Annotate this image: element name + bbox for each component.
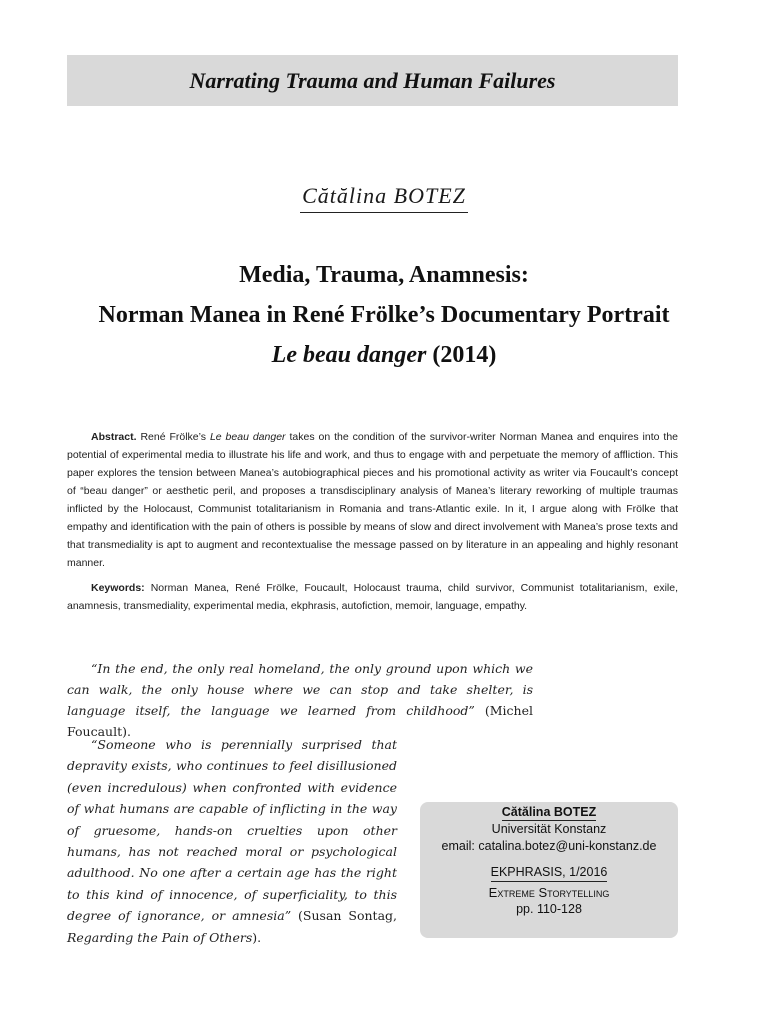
- title-line-2: Norman Manea in René Frölke’s Documentary Portrait: [98, 302, 670, 328]
- abstract-label: Abstract.: [91, 431, 137, 443]
- abstract-paragraph: [67, 428, 678, 572]
- epigraph-1-attribution: (Michel Foucault).: [67, 703, 533, 739]
- info-email: email: catalina.botez@uni-konstanz.de: [441, 839, 657, 853]
- film-year: (2014): [426, 342, 497, 368]
- epigraph-2-source: Regarding the Pain of Others: [67, 929, 253, 945]
- author-name: Cătălina BOTEZ: [300, 183, 468, 213]
- title-line-3: [0, 335, 768, 375]
- author-info-box: [420, 802, 678, 938]
- epigraph-sontag: [67, 734, 397, 948]
- epigraph-1-quote: “In the end, the only real homeland, the only ground upon which we can walk, the only house where we can stop and take shelter, is language itself, the language we learned from childhood”: [67, 661, 533, 718]
- epigraph-2-quote: “Someone who is perennially surprised that depravity exists, who continues to feel disillusioned (even incredulous) when confronted with evidence of what humans are capable of inflicting in the way of gruesome, hands-on cruelties upon other humans, has not reached moral or psychological adulthood. No one after a certain age has the right to this kind of innocence, of superficiality, to this degree of ignorance, or amnesia”: [67, 737, 397, 924]
- info-issue-title: Extreme Storytelling: [488, 885, 610, 900]
- keywords-text: Norman Manea, René Frölke, Foucault, Holocaust trauma, child survivor, Communist totalitarianism, exile, anamnesis, transmediality, experimental media, ekphrasis, autofiction, memoir, language, empathy.: [67, 582, 678, 612]
- abstract-text-1: René Frölke’s: [136, 431, 210, 443]
- title-line-1: Media, Trauma, Anamnesis:: [239, 262, 529, 288]
- keywords-label: Keywords:: [91, 582, 145, 594]
- section-title: Narrating Trauma and Human Failures: [189, 67, 556, 93]
- keywords-paragraph: [67, 579, 678, 615]
- epigraph-2-closing: ).: [252, 929, 262, 945]
- info-author-name: Cătălina BOTEZ: [501, 805, 597, 819]
- section-header-band: [67, 55, 678, 106]
- info-pages: pp. 110-128: [516, 902, 582, 916]
- abstract-section: [67, 428, 678, 615]
- abstract-text-2: takes on the condition of the survivor-writer Norman Manea and enquires into the potential of experimental media to illustrate his life and work, and thus to engage with and perpetuate the memory of affliction. This paper explores the tension between Manea’s autobiographical pieces and his promotional activity as writer via Foucault’s concept of “beau danger” or aesthetic peril, and proposes a transdisciplinary analysis of Manea’s literary reworking of multiple traumas inflicted by the Holocaust, Communist totalitarianism in Romania and trans-Atlantic exile. In it, I argue along with Frölke that empathy and identification with the pain of others is possible by means of slow and direct involvement with Manea’s prose texts and that transmediality is apt to augment and recontextualise the message passed on by literature in an appealing and highly resonant manner.: [67, 431, 678, 569]
- author-block: [0, 183, 768, 213]
- info-journal: EKPHRASIS, 1/2016: [491, 865, 608, 882]
- epigraph-2-attribution: (Susan Sontag,: [291, 908, 398, 924]
- info-affiliation: Universität Konstanz: [491, 822, 607, 836]
- epigraph-foucault: [67, 658, 533, 742]
- abstract-film-title: Le beau danger: [209, 431, 286, 443]
- film-title: Le beau danger: [271, 342, 427, 368]
- article-title: [0, 255, 768, 375]
